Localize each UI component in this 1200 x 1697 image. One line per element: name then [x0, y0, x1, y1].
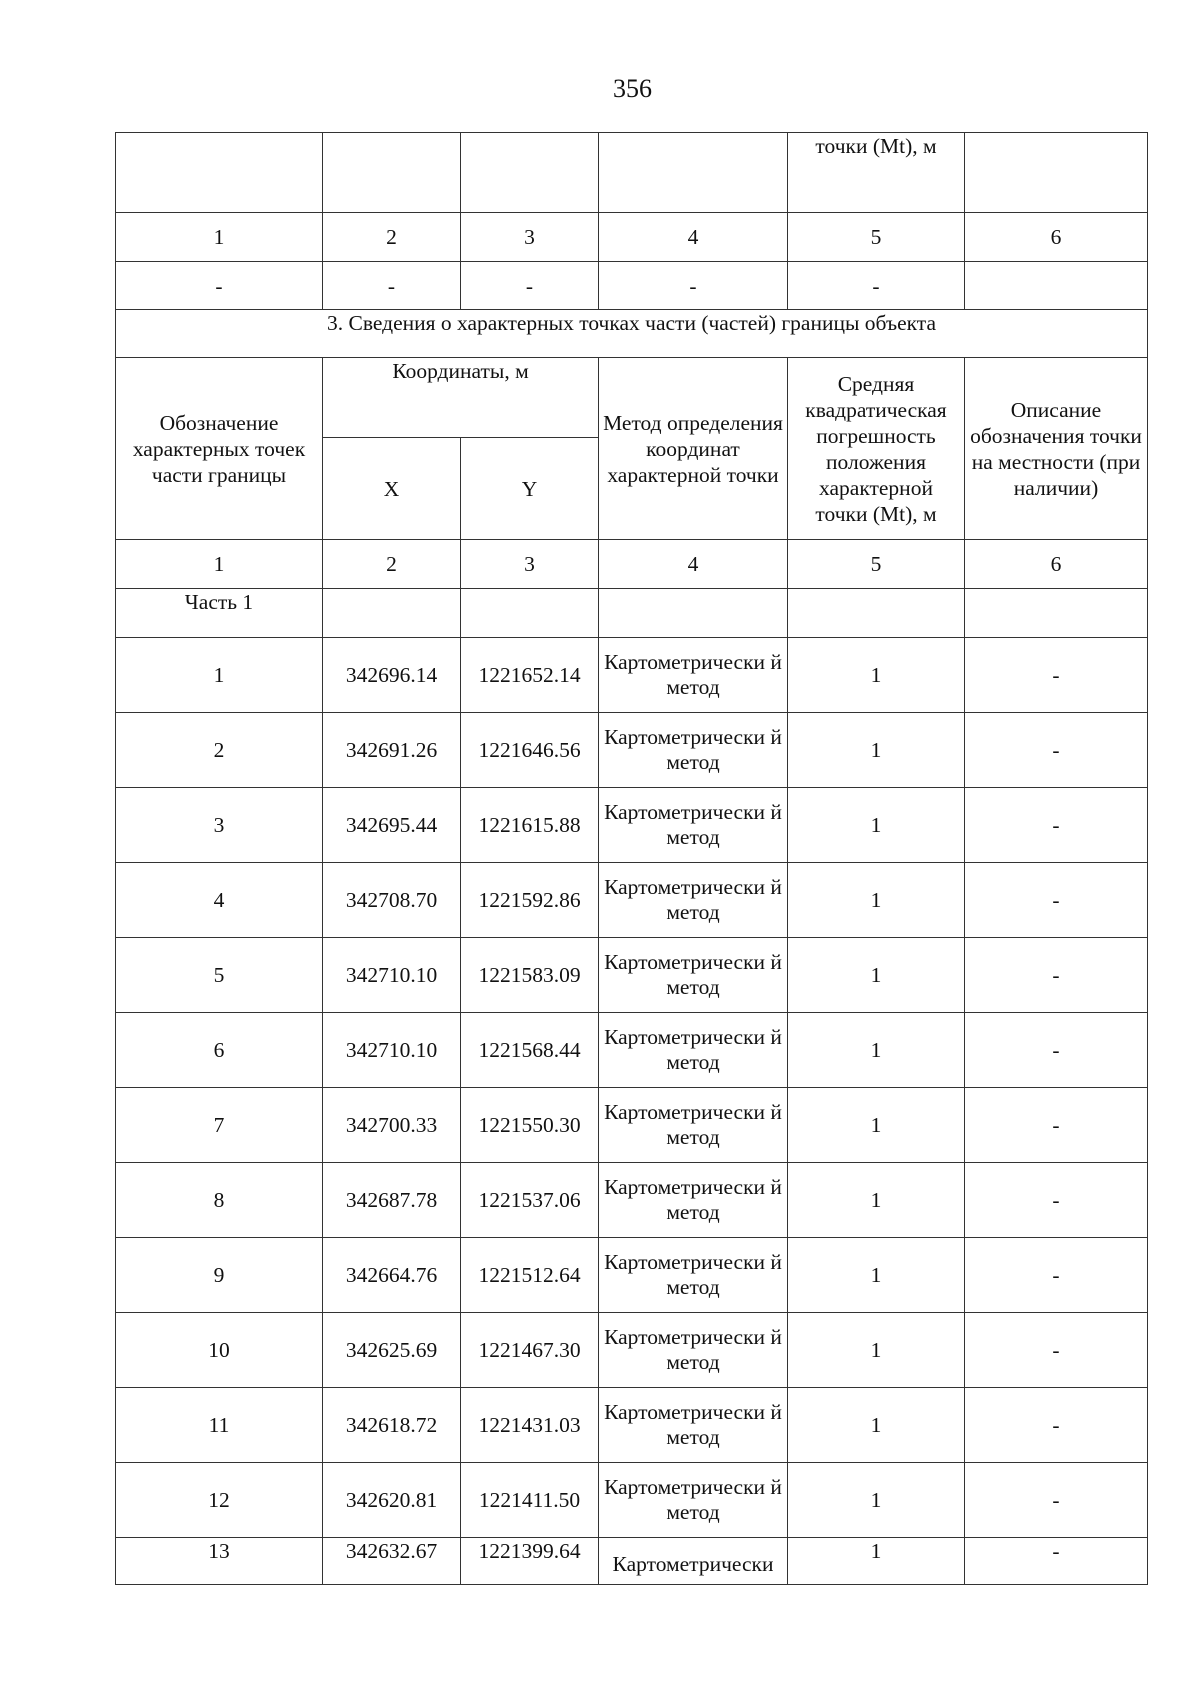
description-cell: -: [965, 713, 1148, 788]
point-number: 13: [116, 1538, 323, 1585]
column-number: 1: [116, 540, 323, 589]
coord-x: 342710.10: [323, 1013, 461, 1088]
header-row: [116, 358, 1148, 438]
empty-cell: [461, 589, 599, 638]
table-row: [116, 1238, 1148, 1313]
method-cell: Картометрически й метод: [599, 1163, 788, 1238]
table-row: [116, 1463, 1148, 1538]
error-cell: 1: [788, 938, 965, 1013]
part-label: Часть 1: [116, 589, 323, 638]
point-number: 7: [116, 1088, 323, 1163]
description-cell: -: [965, 788, 1148, 863]
continued-header-row: [116, 133, 1148, 213]
column-number: 2: [323, 540, 461, 589]
column-number-row: [116, 540, 1148, 589]
description-cell: -: [965, 638, 1148, 713]
coord-x: 342632.67: [323, 1538, 461, 1585]
point-number: 4: [116, 863, 323, 938]
coord-y: 1221568.44: [461, 1013, 599, 1088]
coord-y: 1221431.03: [461, 1388, 599, 1463]
coord-x: 342708.70: [323, 863, 461, 938]
table-row: [116, 638, 1148, 713]
error-cell: 1: [788, 1238, 965, 1313]
dash-cell: -: [323, 262, 461, 310]
point-number: 5: [116, 938, 323, 1013]
header-error: Средняя квадратическая погрешность положения характерной точки (Mt), м: [788, 358, 965, 540]
empty-cell: [965, 589, 1148, 638]
column-number: 4: [599, 213, 788, 262]
coord-y: 1221537.06: [461, 1163, 599, 1238]
coord-y: 1221411.50: [461, 1463, 599, 1538]
coord-y: 1221652.14: [461, 638, 599, 713]
empty-cell: [461, 133, 599, 213]
empty-cell: [599, 589, 788, 638]
error-cell: 1: [788, 1088, 965, 1163]
coord-y: 1221550.30: [461, 1088, 599, 1163]
column-number: 2: [323, 213, 461, 262]
method-cell: Картометрически й метод: [599, 1013, 788, 1088]
description-cell: -: [965, 1088, 1148, 1163]
column-number: 6: [965, 213, 1148, 262]
header-description: Описание обозначения точки на местности (при наличии): [965, 358, 1148, 540]
empty-cell: [323, 589, 461, 638]
method-cell: Картометрически й метод: [599, 938, 788, 1013]
description-cell: -: [965, 1163, 1148, 1238]
table-row: [116, 1088, 1148, 1163]
dash-cell: -: [599, 262, 788, 310]
dash-row: [116, 262, 1148, 310]
header-designation: Обозначение характерных точек части границы: [116, 358, 323, 540]
table-row: [116, 863, 1148, 938]
method-cell: Картометрически й метод: [599, 1238, 788, 1313]
coord-y: 1221399.64: [461, 1538, 599, 1585]
point-number: 6: [116, 1013, 323, 1088]
error-cell: 1: [788, 1013, 965, 1088]
table-row: [116, 788, 1148, 863]
description-cell: -: [965, 938, 1148, 1013]
coord-y: 1221646.56: [461, 713, 599, 788]
table-row: [116, 938, 1148, 1013]
header-y: Y: [461, 438, 599, 540]
coord-x: 342625.69: [323, 1313, 461, 1388]
point-number: 12: [116, 1463, 323, 1538]
description-cell: -: [965, 1463, 1148, 1538]
column-number: 4: [599, 540, 788, 589]
method-cell: Картометрически й метод: [599, 1313, 788, 1388]
dash-cell: -: [788, 262, 965, 310]
column-number: 6: [965, 540, 1148, 589]
error-cell: 1: [788, 713, 965, 788]
point-number: 8: [116, 1163, 323, 1238]
dash-cell: -: [116, 262, 323, 310]
table-row: [116, 1313, 1148, 1388]
header-x: X: [323, 438, 461, 540]
column-number: 3: [461, 540, 599, 589]
description-cell: -: [965, 863, 1148, 938]
description-cell: -: [965, 1388, 1148, 1463]
method-cell: Картометрически й метод: [599, 1088, 788, 1163]
point-number: 3: [116, 788, 323, 863]
method-cell: Картометрически й метод: [599, 1463, 788, 1538]
coord-x: 342620.81: [323, 1463, 461, 1538]
coord-y: 1221467.30: [461, 1313, 599, 1388]
error-cell: 1: [788, 788, 965, 863]
coord-y: 1221583.09: [461, 938, 599, 1013]
coord-x: 342696.14: [323, 638, 461, 713]
data-rows: [116, 638, 1148, 1538]
table-row: [116, 713, 1148, 788]
table-row: [116, 1013, 1148, 1088]
method-cell: Картометрически й метод: [599, 788, 788, 863]
page-number: 356: [613, 74, 652, 103]
column-number: 5: [788, 540, 965, 589]
part-row: [116, 589, 1148, 638]
error-cell: 1: [788, 638, 965, 713]
column-number: 5: [788, 213, 965, 262]
table-row: [116, 1388, 1148, 1463]
coord-x: 342700.33: [323, 1088, 461, 1163]
coord-x: 342664.76: [323, 1238, 461, 1313]
header-coordinates: Координаты, м: [323, 358, 599, 438]
boundary-points-table: [115, 132, 1148, 1585]
section-title: 3. Сведения о характерных точках части (частей) границы объекта: [116, 310, 1148, 358]
header-fragment: точки (Mt), м: [788, 133, 965, 213]
method-cell: Картометрически й метод: [599, 713, 788, 788]
empty-cell: [599, 133, 788, 213]
empty-cell: [788, 589, 965, 638]
coord-x: 342691.26: [323, 713, 461, 788]
header-method: Метод определения координат характерной точки: [599, 358, 788, 540]
error-cell: 1: [788, 1388, 965, 1463]
description-cell: -: [965, 1013, 1148, 1088]
empty-cell: [965, 133, 1148, 213]
point-number: 1: [116, 638, 323, 713]
point-number: 2: [116, 713, 323, 788]
coord-y: 1221615.88: [461, 788, 599, 863]
description-cell: -: [965, 1238, 1148, 1313]
description-cell: -: [965, 1538, 1148, 1585]
section-title-row: [116, 310, 1148, 358]
error-cell: 1: [788, 863, 965, 938]
coord-x: 342695.44: [323, 788, 461, 863]
method-cell: Картометрически й метод: [599, 638, 788, 713]
method-cell: Картометрически й метод: [599, 1388, 788, 1463]
method-cell: Картометрически й метод: [599, 863, 788, 938]
dash-cell: -: [461, 262, 599, 310]
column-number-row: [116, 213, 1148, 262]
coord-x: 342687.78: [323, 1163, 461, 1238]
error-cell: 1: [788, 1463, 965, 1538]
column-number: 3: [461, 213, 599, 262]
error-cell: 1: [788, 1163, 965, 1238]
coord-y: 1221512.64: [461, 1238, 599, 1313]
empty-cell: [116, 133, 323, 213]
empty-cell: [323, 133, 461, 213]
coord-y: 1221592.86: [461, 863, 599, 938]
coord-x: 342618.72: [323, 1388, 461, 1463]
table-row: [116, 1163, 1148, 1238]
point-number: 9: [116, 1238, 323, 1313]
dash-cell: [965, 262, 1148, 310]
table-row: [116, 1538, 1148, 1585]
column-number: 1: [116, 213, 323, 262]
coord-x: 342710.10: [323, 938, 461, 1013]
point-number: 10: [116, 1313, 323, 1388]
error-cell: 1: [788, 1538, 965, 1585]
method-cell: Картометрически: [599, 1538, 788, 1585]
description-cell: -: [965, 1313, 1148, 1388]
error-cell: 1: [788, 1313, 965, 1388]
point-number: 11: [116, 1388, 323, 1463]
